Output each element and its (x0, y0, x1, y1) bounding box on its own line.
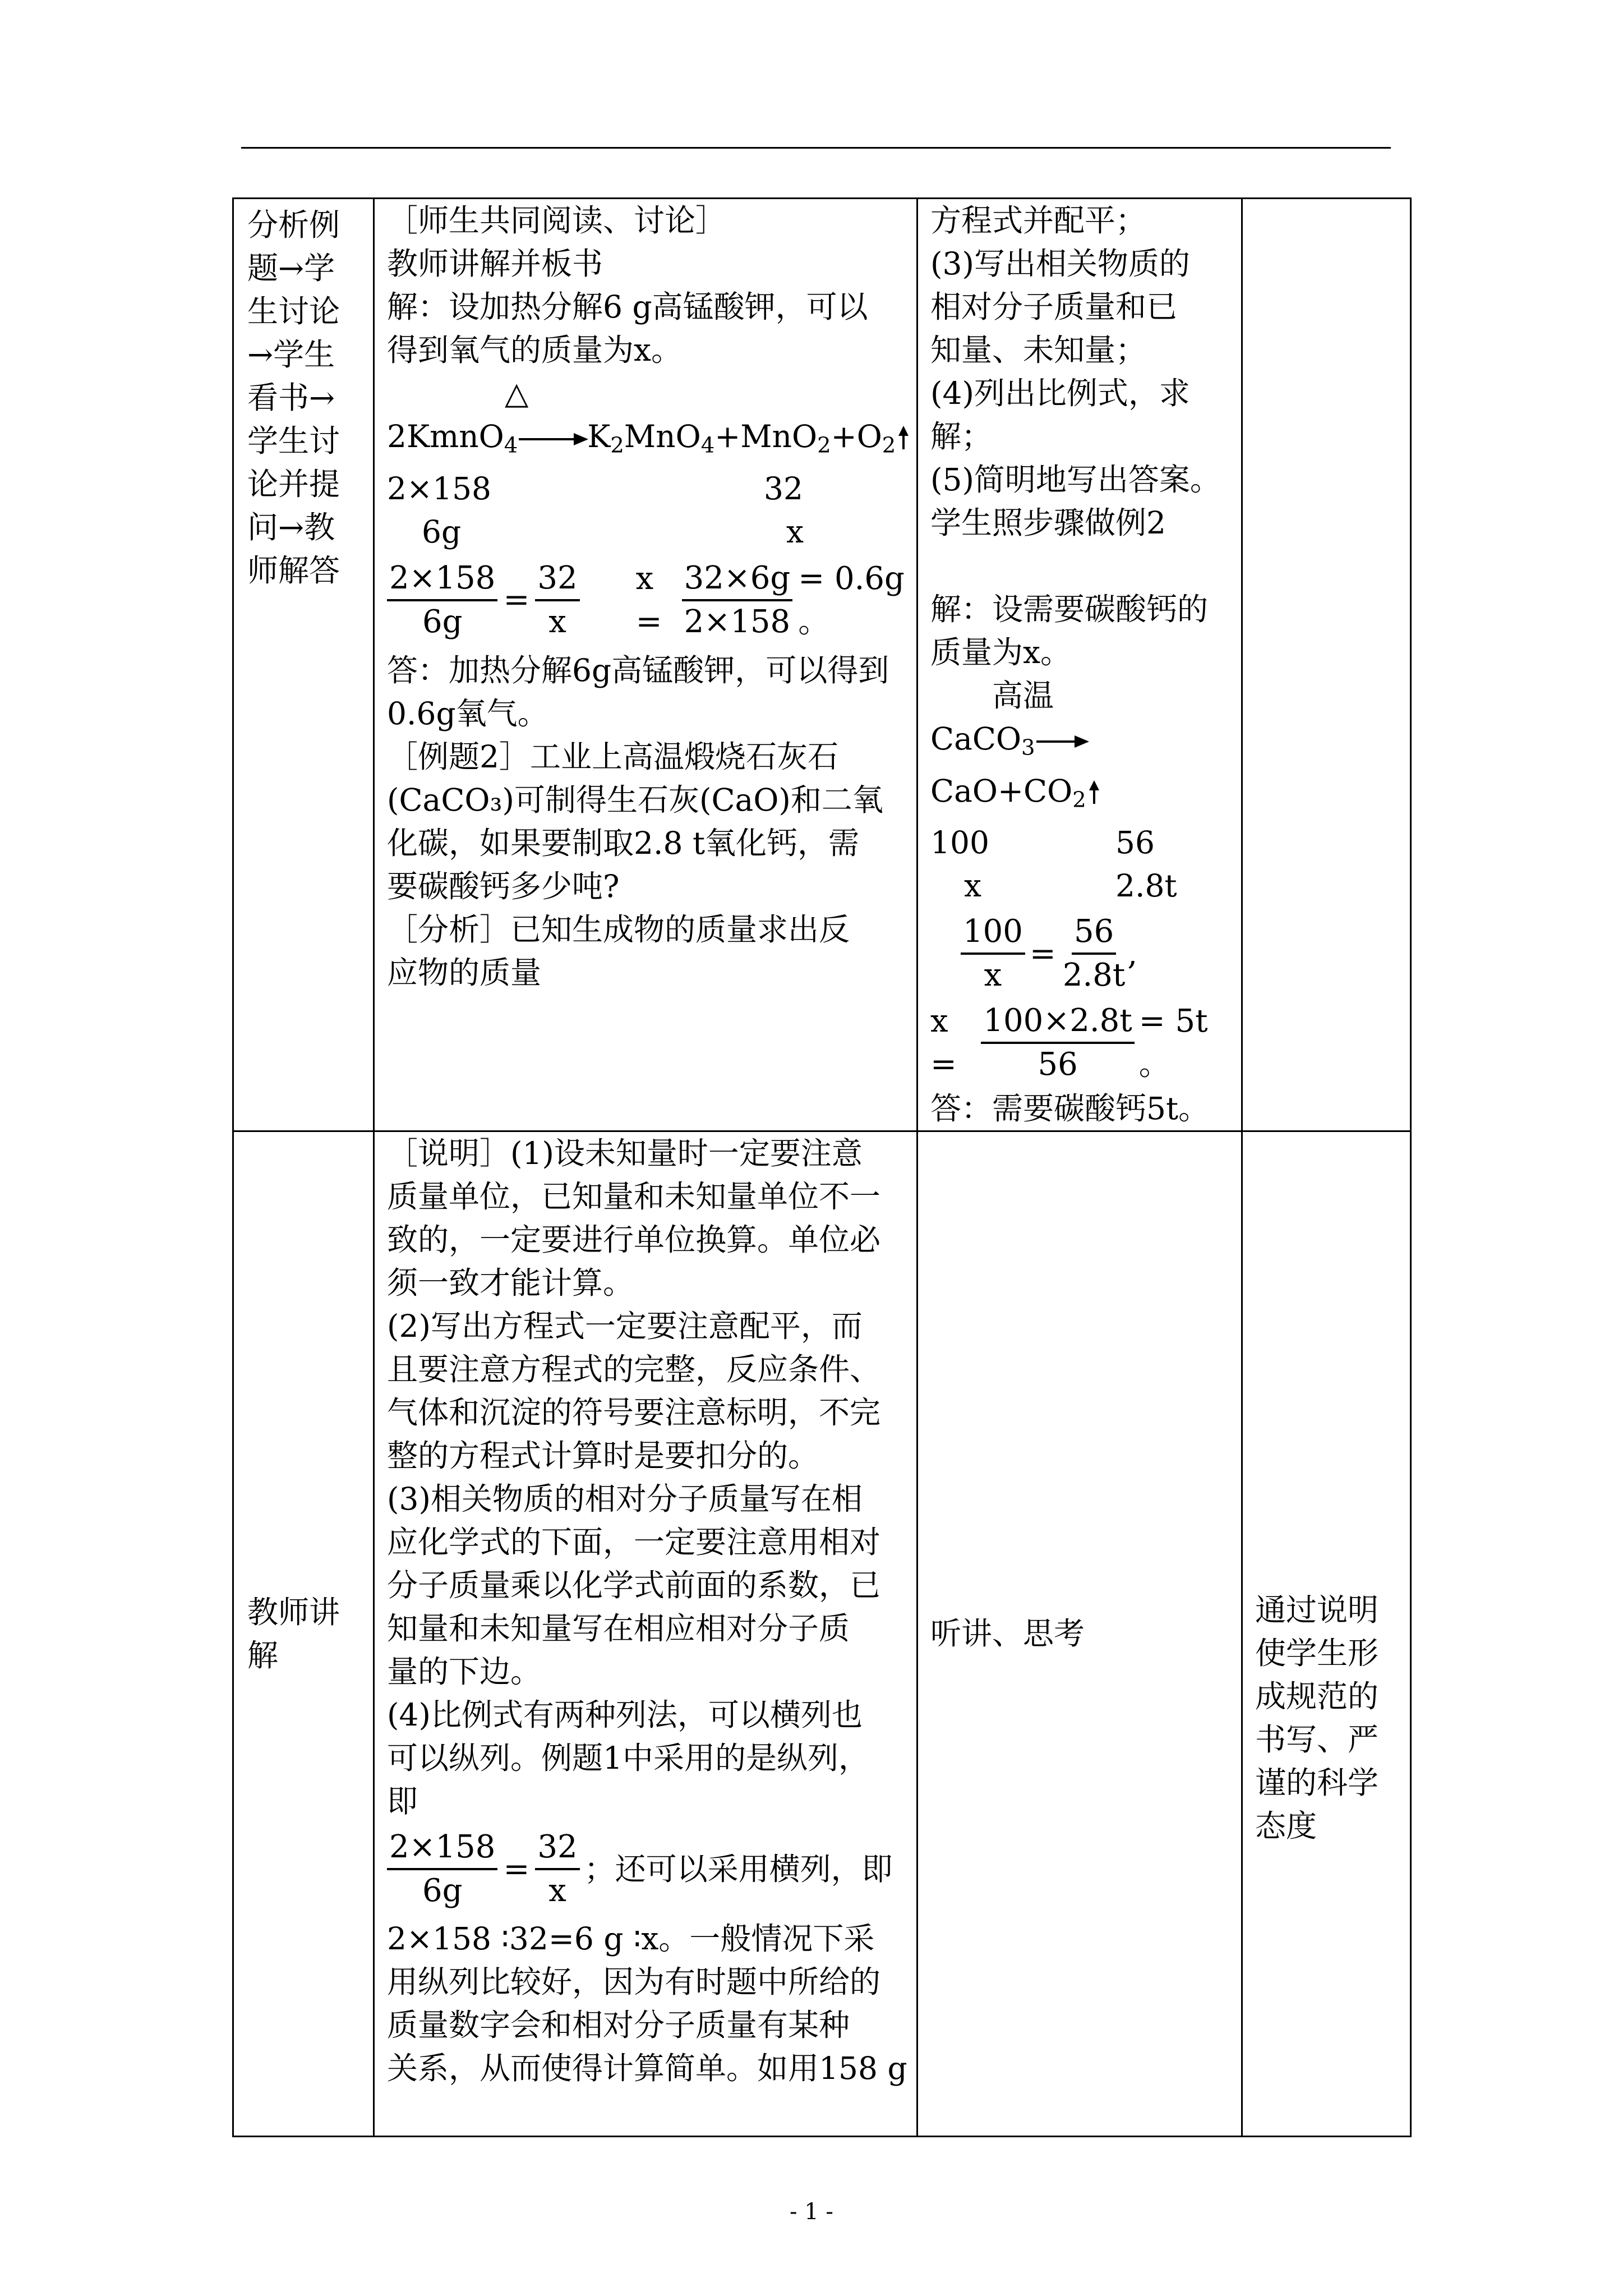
text-line: 生讨论 (247, 293, 340, 329)
gas-up-arrow-icon (902, 429, 905, 449)
text-line: 解； (930, 418, 993, 454)
proportion-equation (387, 1826, 909, 1912)
text-line: (5)简明地写出答案。 (930, 462, 1221, 498)
text-line: 教师讲 (247, 1594, 340, 1630)
known-row (930, 864, 1233, 908)
reaction-condition: △ (505, 375, 529, 411)
text-line: 关系，从而使得计算简单。如用158 g (387, 2050, 907, 2087)
text-line: 0.6g氧气。 (387, 695, 548, 731)
product: MnO (624, 418, 701, 454)
text-line: 解：设加热分解6 g高锰酸钾，可以 (387, 289, 868, 325)
activity-text (234, 1591, 373, 1677)
subscript: 4 (700, 432, 715, 458)
numerator: 2×158 (387, 558, 497, 601)
result: = 0.6g 。 (798, 560, 905, 640)
fraction (981, 1000, 1134, 1085)
comma: , (1127, 935, 1138, 972)
fraction (387, 1826, 497, 1912)
teacher-activity-text (375, 1132, 916, 2090)
page-number: - 1 - (790, 2199, 833, 2225)
activity-cell (233, 1131, 374, 2137)
teacher-activity-cell (374, 199, 917, 1131)
text-line: 通过说明 (1255, 1591, 1379, 1628)
denominator: x (548, 603, 566, 640)
text-line: 分子质量乘以化学式前面的系数，已 (387, 1567, 881, 1604)
text-line: 相对分子质量和已 (930, 289, 1178, 325)
text-line: 质量为x。 (930, 634, 1072, 670)
subscript: 3 (1021, 735, 1035, 761)
text-line: 成规范的 (1255, 1678, 1379, 1714)
proportion-equation (387, 557, 909, 643)
text-line: 质量单位，已知量和未知量单位不一 (387, 1179, 881, 1215)
text-line (930, 545, 1233, 588)
fraction (961, 911, 1025, 996)
fraction (682, 558, 793, 643)
text-line: 题→学 (247, 250, 335, 286)
unknown-value: x (964, 868, 982, 904)
design-intent-text (1243, 1420, 1410, 1848)
student-activity-cell (917, 1131, 1242, 2137)
text-line: 教师讲解并板书 (387, 246, 603, 282)
text-line: 须一致才能计算。 (387, 1265, 634, 1301)
text-line: →学生 (247, 337, 335, 372)
text-line: 学生讨 (247, 423, 340, 459)
numerator: 56 (1072, 911, 1116, 955)
text-line: 听讲、思考 (930, 1616, 1085, 1652)
text-line: 应化学式的下面，一定要注意用相对 (387, 1524, 881, 1561)
mass-value: 100 (930, 825, 989, 861)
text-line: (2)写出方程式一定要注意配平，而 (387, 1308, 863, 1345)
solution-equation (930, 1000, 1233, 1086)
reactant: CaCO (930, 721, 1022, 757)
equals-sign: = (1029, 935, 1056, 972)
fraction (535, 558, 579, 643)
text-line: 可以纵列。例题1中采用的是纵列， (387, 1740, 869, 1777)
text-line: 分析例 (247, 207, 340, 243)
text-inline: ；还可以采用横列，即 (584, 1851, 893, 1887)
text-line: 解：设需要碳酸钙的 (930, 591, 1209, 627)
fraction (387, 558, 497, 643)
numerator: 32×6g (682, 558, 793, 601)
text-line: 论并提 (247, 466, 340, 502)
subscript: 2 (882, 432, 896, 458)
subscript: 4 (504, 432, 518, 458)
text-line: 师解答 (247, 553, 340, 588)
text-line: (CaCO₃)可制得生石灰(CaO)和二氧 (387, 781, 883, 818)
student-activity-cell (917, 199, 1242, 1131)
text-line: (4)比例式有两种列法，可以横列也 (387, 1697, 863, 1733)
text-line: 知量和未知量写在相应相对分子质 (387, 1611, 850, 1647)
reaction-arrow (1036, 740, 1087, 743)
mass-row (930, 821, 1233, 864)
denominator: x (548, 1872, 566, 1910)
fraction (1061, 911, 1128, 996)
chemical-equation-products (930, 770, 1233, 822)
mass-value: 56 (1115, 825, 1155, 861)
answer-line: 答：需要碳酸钙5t。 (930, 1091, 1210, 1127)
text-line: ［说明］(1)设未知量时一定要注意 (387, 1135, 863, 1172)
text-line: 整的方程式计算时是要扣分的。 (387, 1438, 819, 1474)
mass-value: 32 (764, 470, 803, 507)
header-rule (241, 147, 1391, 149)
text-line: 用纵列比较好，因为有时题中所给的 (387, 1964, 881, 2000)
numerator: 100 (961, 911, 1025, 955)
gas-up-arrow-icon (1093, 784, 1095, 804)
reactant: 2KmnO (387, 418, 504, 454)
text-line: 2×158 ∶32=6 g ∶x。一般情况下采 (387, 1921, 875, 1957)
student-activity-text (918, 199, 1241, 1130)
reaction-arrow (519, 438, 586, 440)
x-equals: x = (930, 1003, 957, 1083)
text-line: ［分析］已知生成物的质量求出反 (387, 911, 850, 947)
text-line: ［师生共同阅读、讨论］ (387, 203, 727, 238)
text-line: 学生照步骤做例2 (930, 505, 1166, 541)
design-intent-cell (1242, 1131, 1411, 2137)
denominator: 2.8t (1062, 957, 1126, 994)
text-line: 致的，一定要进行单位换算。单位必 (387, 1222, 881, 1258)
mass-row (387, 467, 909, 510)
text-line: 方程式并配平； (930, 203, 1147, 238)
product: K (587, 418, 611, 454)
x-equals: x = (635, 560, 662, 640)
denominator: 6g (422, 1872, 463, 1910)
numerator: 32 (535, 1826, 579, 1870)
numerator: 2×158 (387, 1826, 497, 1870)
equals-sign: = (503, 1851, 530, 1888)
result: = 5t 。 (1138, 1003, 1208, 1083)
product: +O (831, 418, 882, 454)
text-line: 质量数字会和相对分子质量有某种 (387, 2007, 850, 2044)
known-value: 2.8t (1115, 868, 1177, 904)
text-line: 要碳酸钙多少吨? (387, 868, 620, 904)
teacher-activity-text (375, 199, 916, 995)
text-line: 应物的质量 (387, 954, 542, 991)
reaction-condition: 高温 (992, 678, 1054, 714)
known-value: 6g (422, 513, 462, 550)
text-line: (4)列出比例式，求 (930, 375, 1190, 411)
denominator: x (984, 957, 1002, 994)
text-line: 化碳，如果要制取2.8 t氧化钙，需 (387, 825, 860, 861)
text-line: 知量、未知量； (930, 332, 1147, 368)
denominator: 6g (422, 603, 463, 640)
text-line: 答：加热分解6g高锰酸钾，可以得到 (387, 652, 889, 688)
text-line: 看书→ (247, 380, 335, 416)
subscript: 2 (817, 432, 831, 458)
activity-text (234, 199, 373, 592)
proportion-equation (930, 911, 1233, 996)
mass-value: 2×158 (387, 470, 492, 507)
text-line: ［例题2］工业上高温煅烧石灰石 (387, 738, 838, 775)
text-line: 且要注意方程式的完整，反应条件、 (387, 1351, 881, 1388)
subscript: 2 (1072, 787, 1086, 813)
text-line: 解 (247, 1637, 279, 1673)
lesson-table (232, 197, 1412, 2137)
chemical-equation (387, 415, 909, 467)
text-line: 态度 (1255, 1807, 1317, 1844)
teacher-activity-cell (374, 1131, 917, 2137)
product: CaO+CO (930, 772, 1073, 809)
fraction (535, 1826, 579, 1912)
text-line: (3)相关物质的相对分子质量写在相 (387, 1481, 863, 1517)
text-line: 书写、严 (1255, 1721, 1379, 1757)
student-activity-text (918, 1612, 1241, 1655)
numerator: 100×2.8t (981, 1000, 1134, 1044)
chemical-equation (930, 717, 1233, 770)
text-line: 即 (387, 1783, 418, 1820)
text-line: (3)写出相关物质的 (930, 246, 1190, 282)
text-line: 谨的科学 (1255, 1764, 1379, 1801)
text-line: 使学生形 (1255, 1635, 1379, 1671)
subscript: 2 (610, 432, 624, 458)
table-row (233, 199, 1411, 1131)
denominator: 2×158 (684, 603, 791, 640)
denominator: 56 (1038, 1046, 1078, 1083)
table-row (233, 1131, 1411, 2137)
unknown-value: x (786, 513, 804, 550)
product: +MnO (714, 418, 818, 454)
numerator: 32 (535, 558, 579, 601)
equals-sign: = (503, 582, 530, 619)
text-line: 气体和沉淀的符号要注意标明，不完 (387, 1395, 881, 1431)
text-line: 量的下边。 (387, 1654, 542, 1690)
design-intent-cell (1242, 199, 1411, 1131)
text-line: 问→教 (247, 509, 335, 545)
text-line: 得到氧气的质量为x。 (387, 332, 683, 368)
known-row (387, 510, 909, 554)
activity-cell (233, 199, 374, 1131)
